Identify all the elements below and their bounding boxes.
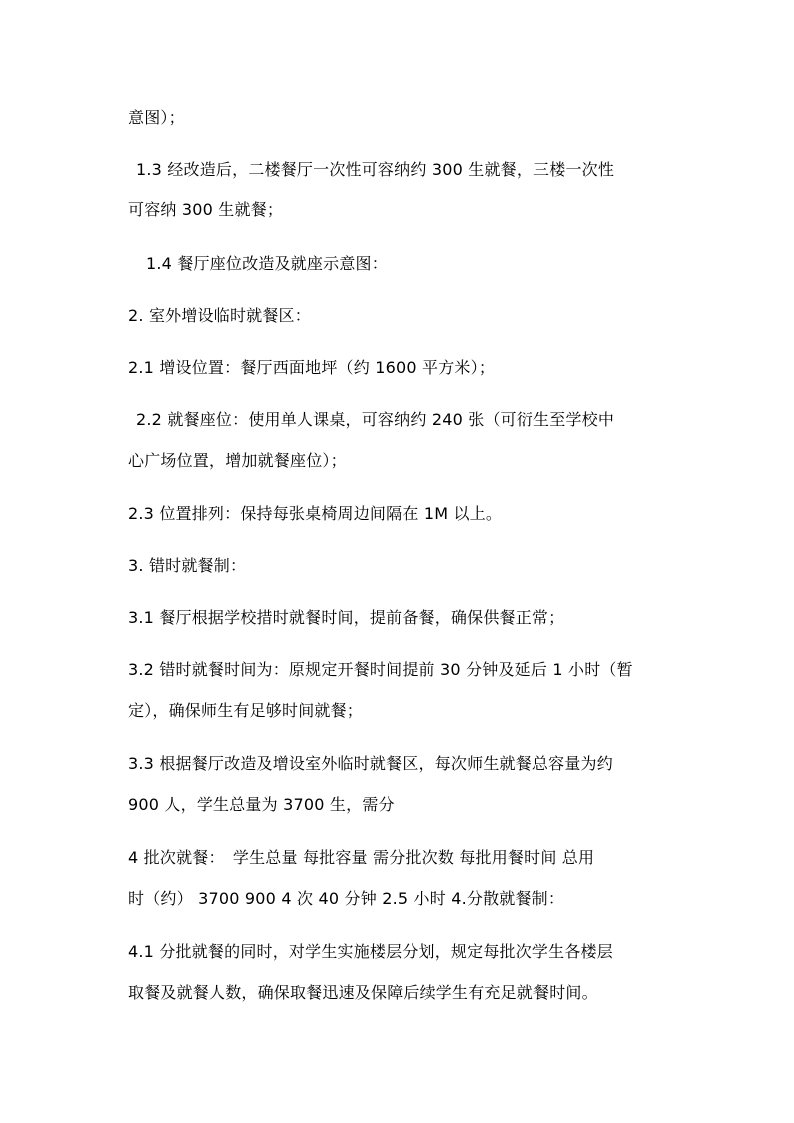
text-line: 1.4 餐厅座位改造及就座示意图： bbox=[146, 254, 388, 273]
text-line: 定），确保师生有足够时间就餐； bbox=[128, 701, 364, 720]
section-heading: 2. 室外增设临时就餐区： bbox=[128, 306, 311, 325]
text-line: 900 人，学生总量为 3700 生，需分 bbox=[128, 795, 395, 814]
text-line: 2.1 增设位置：餐厅西面地坪（约 1600 平方米）； bbox=[128, 358, 496, 377]
text-line: 可容纳 300 生就餐； bbox=[128, 200, 284, 219]
text-line: 3.2 错时就餐时间为：原规定开餐时间提前 30 分钟及延后 1 小时（暂 bbox=[128, 660, 633, 679]
text-line: 4.1 分批就餐的同时，对学生实施楼层分划，规定每批次学生各楼层 bbox=[128, 942, 613, 961]
text-line: 3.1 餐厅根据学校措时就餐时间，提前备餐，确保供餐正常； bbox=[128, 608, 565, 627]
text-line: 时（约） 3700 900 4 次 40 分钟 2.5 小时 4.分散就餐制： bbox=[128, 889, 565, 908]
section-heading: 3. 错时就餐制： bbox=[128, 556, 247, 575]
text-line: 取餐及就餐人数，确保取餐迅速及保障后续学生有充足就餐时间。 bbox=[128, 983, 598, 1002]
text-line: 2.3 位置排列：保持每张桌椅周边间隔在 1M 以上。 bbox=[128, 504, 503, 523]
text-line: 3.3 根据餐厅改造及增设室外临时就餐区，每次师生就餐总容量为约 bbox=[128, 754, 613, 773]
text-line: 4 批次就餐： 学生总量 每批容量 需分批次数 每批用餐时间 总用 bbox=[128, 848, 595, 867]
text-line: 1.3 经改造后，二楼餐厅一次性可容纳约 300 生就餐，三楼一次性 bbox=[136, 160, 615, 179]
text-line: 心广场位置，增加就餐座位）； bbox=[128, 451, 347, 470]
text-line: 意图）； bbox=[128, 108, 185, 127]
text-line: 2.2 就餐座位：使用单人课桌，可容纳约 240 张（可衍生至学校中 bbox=[136, 410, 615, 429]
